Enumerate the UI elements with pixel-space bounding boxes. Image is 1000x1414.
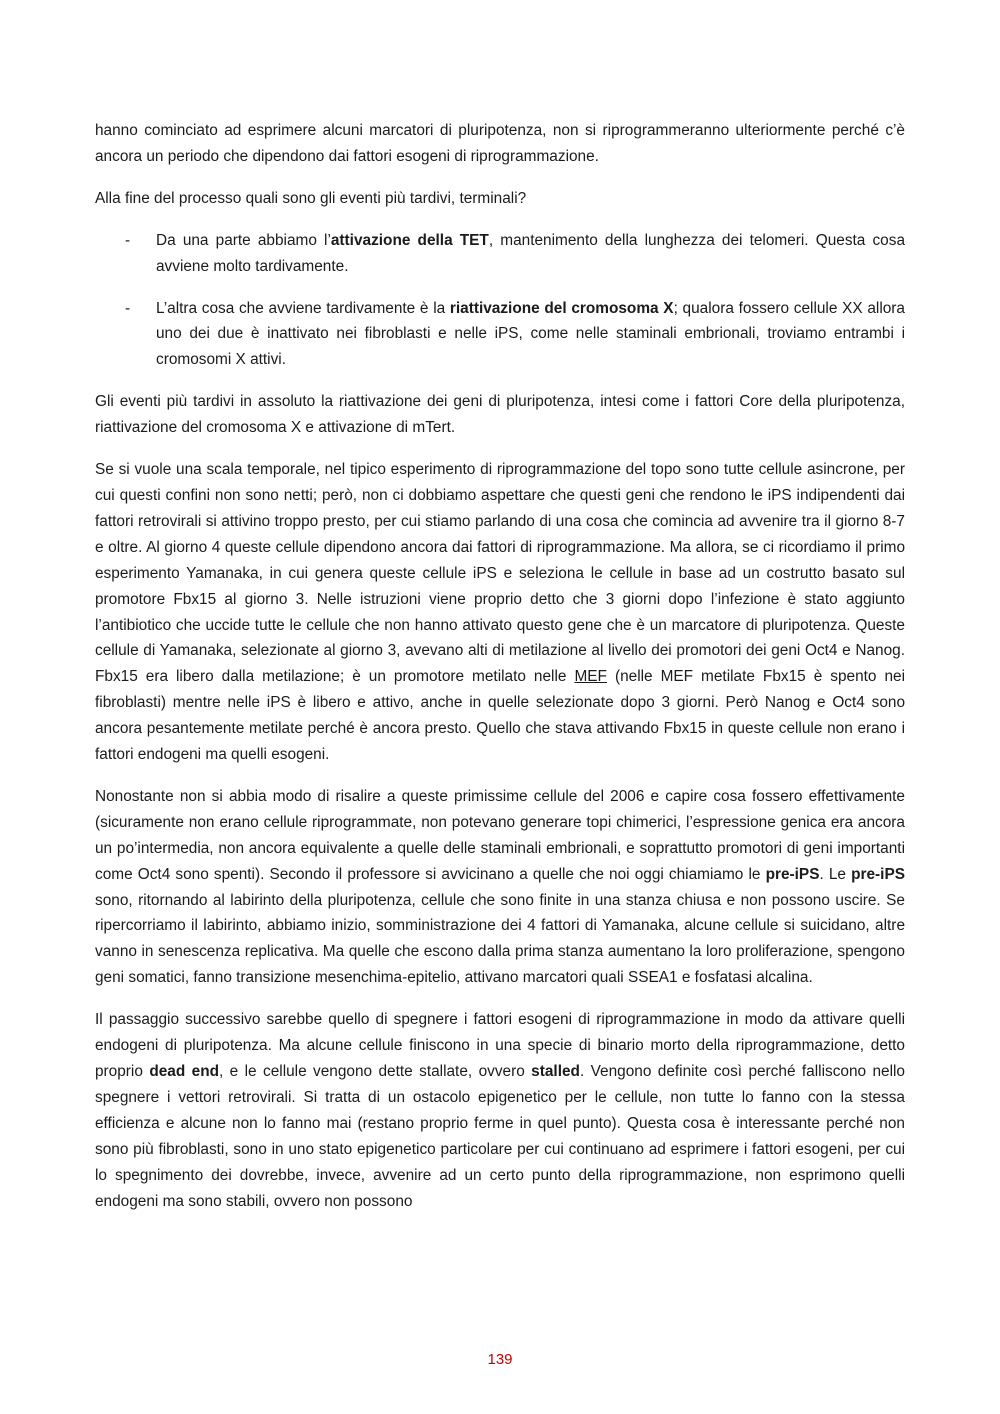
- list-item-text: , mantenimento della lunghezza dei telomeri. Questa cosa avviene molto tardivamente.: [156, 231, 905, 275]
- bold-term: attivazione della TET: [330, 231, 489, 249]
- paragraph: Gli eventi più tardivi in assoluto la riattivazione dei geni di pluripotenza, intesi come i fattori Core della pluripotenza, riattivazione del cromosoma X e attivazione di mTert.: [95, 393, 905, 437]
- underlined-term: MEF: [574, 668, 607, 686]
- list-item-text: Da una parte abbiamo l’: [156, 231, 331, 249]
- bold-term: riattivazione del cromosoma X: [449, 299, 674, 317]
- bold-term: dead end: [149, 1063, 219, 1080]
- bold-term: stalled: [531, 1063, 580, 1080]
- paragraph-text: sono, ritornando al labirinto della pluripotenza, cellule che sono finite in una stanza chiusa e non possono uscire. Se ripercorriamo il labirinto, abbiamo inizio, somministrazione dei 4 fattori di Yamanaka, alcune cellule si suicidano, altre vanno in senescenza replicativa. Ma quelle che escono dalla prima stanza aumentano la loro proliferazione, spengono geni somatici, fanno transizione mesenchima-epitelio, attivano marcatori quali SSEA1 e fosfatasi alcalina.: [95, 891, 905, 987]
- bullet-dash: -: [125, 299, 131, 317]
- paragraph: [95, 784, 905, 991]
- paragraph: [95, 457, 905, 768]
- list-item: [95, 228, 905, 280]
- paragraph-text: . Le: [819, 865, 852, 883]
- paragraph-text: Se si vuole una scala temporale, nel tipico esperimento di riprogrammazione del topo sono tutte cellule asincrone, per cui questi confini non sono netti; però, non ci dobbiamo aspettare che questi geni che rendono le iPS indipendenti dai fattori retrovirali si attivino troppo presto, per cui stiamo parlando di una cosa che comincia ad avvenire tra il giorno 8-7 e oltre. Al giorno 4 queste cellule dipendono ancora dai fattori di riprogrammazione. Ma allora, se ci ricordiamo il primo esperimento Yamanaka, in cui genera queste cellule iPS e seleziona le cellule in base ad un costrutto basato sul promotore Fbx15 al giorno 3. Nelle istruzioni viene proprio detto che 3 giorni dopo l’infezione è stato aggiunto l’antibiotico che uccide tutte le cellule che non hanno attivato questo gene che è un marcatore di pluripotenza. Queste cellule di Yamanaka, selezionate al giorno 3, avevano alti di metilazione al livello dei promotori dei geni Oct4 e Nanog. Fbx15 era libero dalla metilazione; è un promotore metilato nelle: [95, 461, 905, 686]
- paragraph-text: Il passaggio successivo sarebbe quello di spegnere i fattori esogeni di riprogrammazione in modo da attivare quelli endogeni di pluripotenza. Ma alcune cellule finiscono in una specie di binario morto della riprogrammazione, detto proprio: [95, 1011, 905, 1080]
- paragraph-text: . Vengono definite così perché falliscono nello spegnere i vettori retrovirali. Si tratta di un ostacolo epigenetico per le cellule, non tutte lo fanno con la stessa efficienza e alcune non lo fanno mai (restano proprio ferme in quel punto). Questa cosa è interessante perché non sono più fibroblasti, sono in uno stato epigenetico particolare per cui continuano ad esprimere i fattori esogeni, per cui lo spegnimento dei dovrebbe, invece, avvenire ad un certo punto della riprogrammazione, non esprimono quelli endogeni ma sono stabili, ovvero non possono: [95, 1063, 905, 1210]
- paragraph-text: Nonostante non si abbia modo di risalire a queste primissime cellule del 2006 e capire cosa fossero effettivamente (sicuramente non erano cellule riprogrammate, non potevano generare topi chimerici, l’espressione genica era ancora un po’intermedia, non ancora equivalente a quelle delle staminali embrionali, e soprattutto promotori di geni importanti come Oct4 sono spenti). Secondo il professore si avvicinano a quelle che noi oggi chiamiamo le: [95, 787, 905, 883]
- bullet-dash: -: [125, 231, 131, 249]
- paragraph: hanno cominciato ad esprimere alcuni marcatori di pluripotenza, non si riprogrammeranno ulteriormente perché c’è ancora un periodo che dipendono dai fattori esogeni di riprogrammazione.: [95, 122, 905, 165]
- list-item-text: L’altra cosa che avviene tardivamente è la: [156, 299, 450, 317]
- paragraph: Alla fine del processo quali sono gli eventi più tardivi, terminali?: [95, 189, 527, 207]
- paragraph-text: , e le cellule vengono dette stallate, ovvero: [219, 1063, 532, 1080]
- page-number: 139: [487, 1351, 513, 1368]
- list-item: [95, 296, 905, 374]
- bold-term: pre-iPS: [765, 865, 820, 883]
- list-item-text: ; qualora fossero cellule XX allora uno dei due è inattivato nei fibroblasti e nelle iPS, come nelle staminali embrionali, troviamo entrambi i cromosomi X attivi.: [156, 299, 905, 369]
- paragraph: [95, 1007, 905, 1214]
- bold-term: pre-iPS: [851, 865, 905, 883]
- page-body: [95, 118, 905, 1230]
- bullet-list: [95, 228, 905, 374]
- paragraph-text: (nelle MEF metilate Fbx15 è spento nei fibroblasti) mentre nelle iPS è libero e attivo, anche in quelle selezionate dopo 3 giorni. Però Nanog e Oct4 sono ancora pesantemente metilate perché è ancora presto. Quello che stava attivando Fbx15 in queste cellule non erano i fattori endogeni ma quelli esogeni.: [95, 668, 905, 764]
